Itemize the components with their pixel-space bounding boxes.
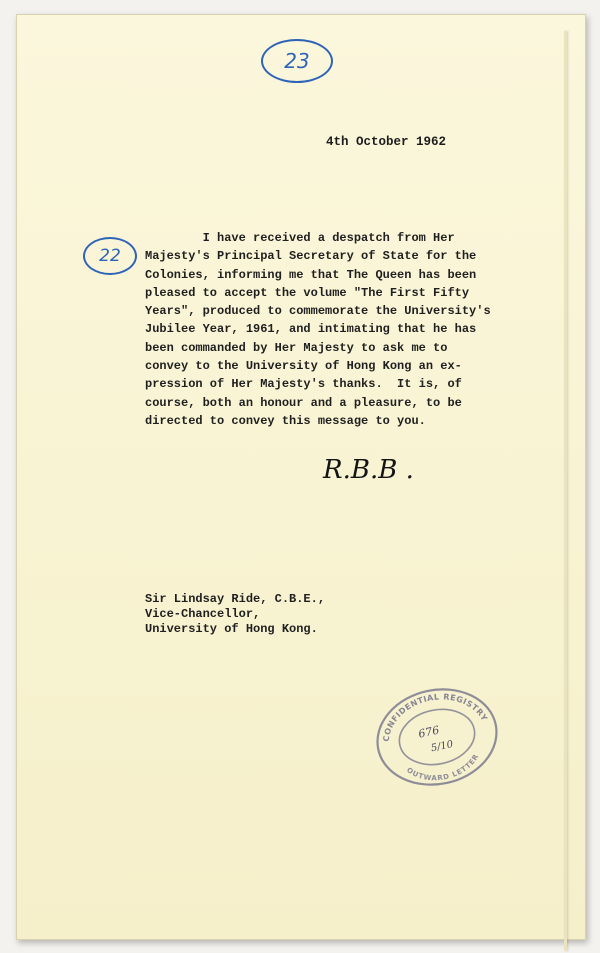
body-line: been commanded by Her Majesty to ask me to bbox=[145, 340, 448, 355]
body-line: Colonies, informing me that The Queen has been bbox=[145, 267, 477, 282]
document-page bbox=[16, 14, 586, 940]
stamp-text-bottom: OUTWARD LETTER bbox=[405, 752, 481, 783]
body-line: pression of Her Majesty's thanks. It is, of bbox=[145, 377, 462, 392]
page-edge bbox=[564, 31, 567, 951]
stamp-handwritten-number: 676 bbox=[417, 723, 441, 741]
registry-stamp-graphic bbox=[365, 675, 509, 799]
stamp-handwritten-date: 5/10 bbox=[429, 738, 455, 755]
body-line: Years", produced to commemorate the University's bbox=[145, 304, 491, 319]
letter-date: 4th October 1962 bbox=[326, 135, 447, 149]
body-line: Jubilee Year, 1961, and intimating that he has bbox=[145, 322, 477, 337]
body-line: pleased to accept the volume "The First Fifty bbox=[145, 285, 470, 300]
addressee-line: Vice-Chancellor, bbox=[145, 607, 261, 621]
addressee-line: University of Hong Kong. bbox=[145, 622, 318, 636]
registry-stamp bbox=[365, 675, 509, 799]
folio-number-top bbox=[261, 39, 333, 83]
folio-number-side-text: 22 bbox=[99, 246, 121, 266]
body-line: I have received a despatch from Her bbox=[145, 231, 455, 245]
body-line: convey to the University of Hong Kong an ex- bbox=[145, 359, 462, 374]
letter-body bbox=[145, 229, 535, 430]
handwritten-signature: R.B.B . bbox=[323, 455, 414, 485]
body-line: directed to convey this message to you. bbox=[145, 413, 426, 428]
folio-number-side bbox=[83, 237, 137, 275]
folio-number-top-text: 23 bbox=[284, 49, 310, 73]
body-line: course, both an honour and a pleasure, to be bbox=[145, 395, 462, 410]
addressee-block bbox=[145, 592, 325, 637]
stamp-text-top: CONFIDENTIAL REGISTRY bbox=[381, 692, 490, 743]
body-line: Majesty's Principal Secretary of State for the bbox=[145, 249, 477, 264]
addressee-line: Sir Lindsay Ride, C.B.E., bbox=[145, 592, 326, 606]
